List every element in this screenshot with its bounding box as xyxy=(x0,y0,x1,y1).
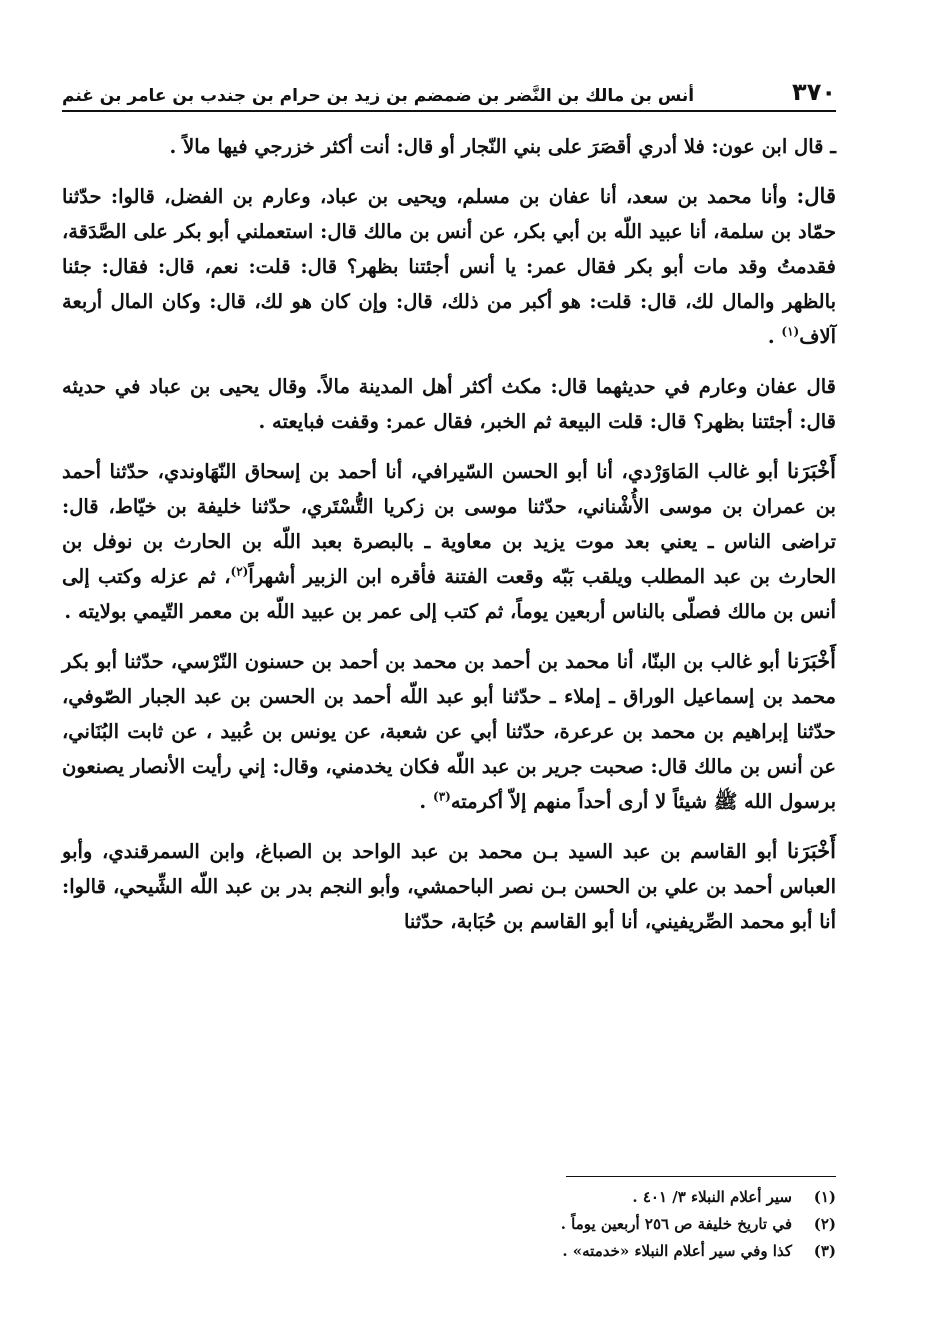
paragraph-text: قال عفان وعارم في حديثهما قال: مكث أكثر أهل المدينة مالاً. وقال يحيى بن عباد في حديثه قال: أجئتنا بظهر؟ قال: قلت البيعة ثم الخبر، فقال عمر: وقفت فبايعته . xyxy=(62,375,836,433)
footnote-number: (٢) xyxy=(813,1215,836,1233)
paragraph xyxy=(62,643,836,819)
paragraph-lead: أَخْبَرَنا xyxy=(787,648,836,673)
footnote-ref[interactable]: (٢) xyxy=(230,564,249,579)
paragraph-tail: . xyxy=(767,325,782,348)
footnote-number: (٣) xyxy=(813,1242,836,1260)
paragraph-tail: ، ثم عزله وكتب إلى أنس بن مالك فصلّى بالناس أربعين يوماً، ثم كتب إلى عمر بن عبيد اللّه بن معمر التّيمي بولايته . xyxy=(62,565,836,623)
footnote xyxy=(62,1238,836,1265)
paragraph xyxy=(62,453,836,629)
paragraph-text: وأنا محمد بن سعد، أنا عفان بن مسلم، ويحيى بن عباد، وعارم بن الفضل، قالوا: حدّثنا حمّاد بن سلمة، أنا عبيد اللّه بن أبي بكر، عن أنس بن مالك قال: استعملني أبو بكر على الصَّدَقة، فقدمتُ وقد مات أبو بكر فقال عمر: يا أنس أجئتنا بظهر؟ قال: قلت: نعم، قال: فقال: جئنا بالظهر والمال لك، قال: قلت: هو أكبر من ذلك، قال: وإن كان هو لك، قال: وكان المال أربعة آلاف xyxy=(62,185,836,348)
footnote-text: سير أعلام النبلاء ٣/ ٤٠١ . xyxy=(632,1188,792,1206)
paragraph-lead: أَخْبَرَنا xyxy=(787,838,836,863)
footnote-text: في تاريخ خليفة ص ٢٥٦ أربعين يوماً . xyxy=(560,1215,792,1233)
main-text xyxy=(62,128,836,953)
paragraph xyxy=(62,128,836,164)
page-header xyxy=(62,62,836,112)
running-title: أنس بن مالك بن النَّضر بن ضمضم بن زيد بن حرام بن جندب بن عامر بن غنم xyxy=(62,86,695,106)
paragraph-lead: أَخْبَرَنا xyxy=(787,458,836,483)
paragraph xyxy=(62,178,836,354)
paragraph xyxy=(62,368,836,439)
footnotes xyxy=(62,1184,836,1265)
paragraph-text: ـ قال ابن عون: فلا أدري أقصَرَ على بني النّجار أو قال: أنت أكثر خزرجي فيها مالاً . xyxy=(169,135,836,158)
paragraph-lead: قال: xyxy=(796,183,836,208)
footnote xyxy=(62,1211,836,1238)
footnote-ref[interactable]: (١) xyxy=(781,324,800,339)
paragraph-text: أبو غالب المَاوَرْدي، أنا أبو الحسن السّيرافي، أنا أحمد بن إسحاق النّهَاوندي، حدّثنا أحمد بن عمران بن موسى الأُشْناني، حدّثنا موسى بن زكريا التُّسْتَري، حدّثنا خليفة بن خيّاط، قال: تراضى الناس ـ يعني بعد موت يزيد بن معاوية ـ بالبصرة بعبد اللّه بن الحارث بن نوفل بن الحارث بن عبد المطلب ويلقب بَبّه وقعت الفتنة فأقره ابن الزبير أشهراً xyxy=(62,460,836,588)
footnote-number: (١) xyxy=(813,1188,836,1206)
paragraph-tail: . xyxy=(419,790,433,813)
paragraph-text: أبو غالب بن البنّا، أنا محمد بن أحمد بن محمد بن أحمد بن حسنون النّرْسي، حدّثنا أبو بكر محمد بن إسماعيل الوراق ـ إملاء ـ حدّثنا أبو عبد اللّه أحمد بن الحسن بن عبد الجبار الصّوفي، حدّثنا إبراهيم بن محمد بن عرعرة، حدّثنا أبي عن شعبة، عن يونس بن عُبيد ، عن ثابت البُنَاني، عن أنس بن مالك قال: صحبت جرير بن عبد اللّه فكان يخدمني، وقال: إني رأيت الأنصار يصنعون برسول الله ﷺ شيئاً لا أرى أحداً منهم إلاّ أكرمته xyxy=(62,650,836,813)
footnote-text: كذا وفي سير أعلام النبلاء «خدمته» . xyxy=(562,1242,792,1260)
footnote-ref[interactable]: (٣) xyxy=(433,789,451,804)
footnote xyxy=(62,1184,836,1211)
paragraph xyxy=(62,833,836,939)
paragraph-text: أبو القاسم بن عبد السيد بـن محمد بن عبد الواحد بن الصباغ، وابن السمرقندي، وأبو العباس أحمد بن علي بن الحسن بـن نصر الباحمشي، وأبو النجم بدر بن عبد اللّه الشِّيحي، قالوا: أنا أبو محمد الصِّريفيني، أنا أبو القاسم بن حُبَابة، حدّثنا xyxy=(62,840,836,933)
page-number: ٣٧٠ xyxy=(792,78,836,106)
footnote-divider xyxy=(566,1176,836,1177)
